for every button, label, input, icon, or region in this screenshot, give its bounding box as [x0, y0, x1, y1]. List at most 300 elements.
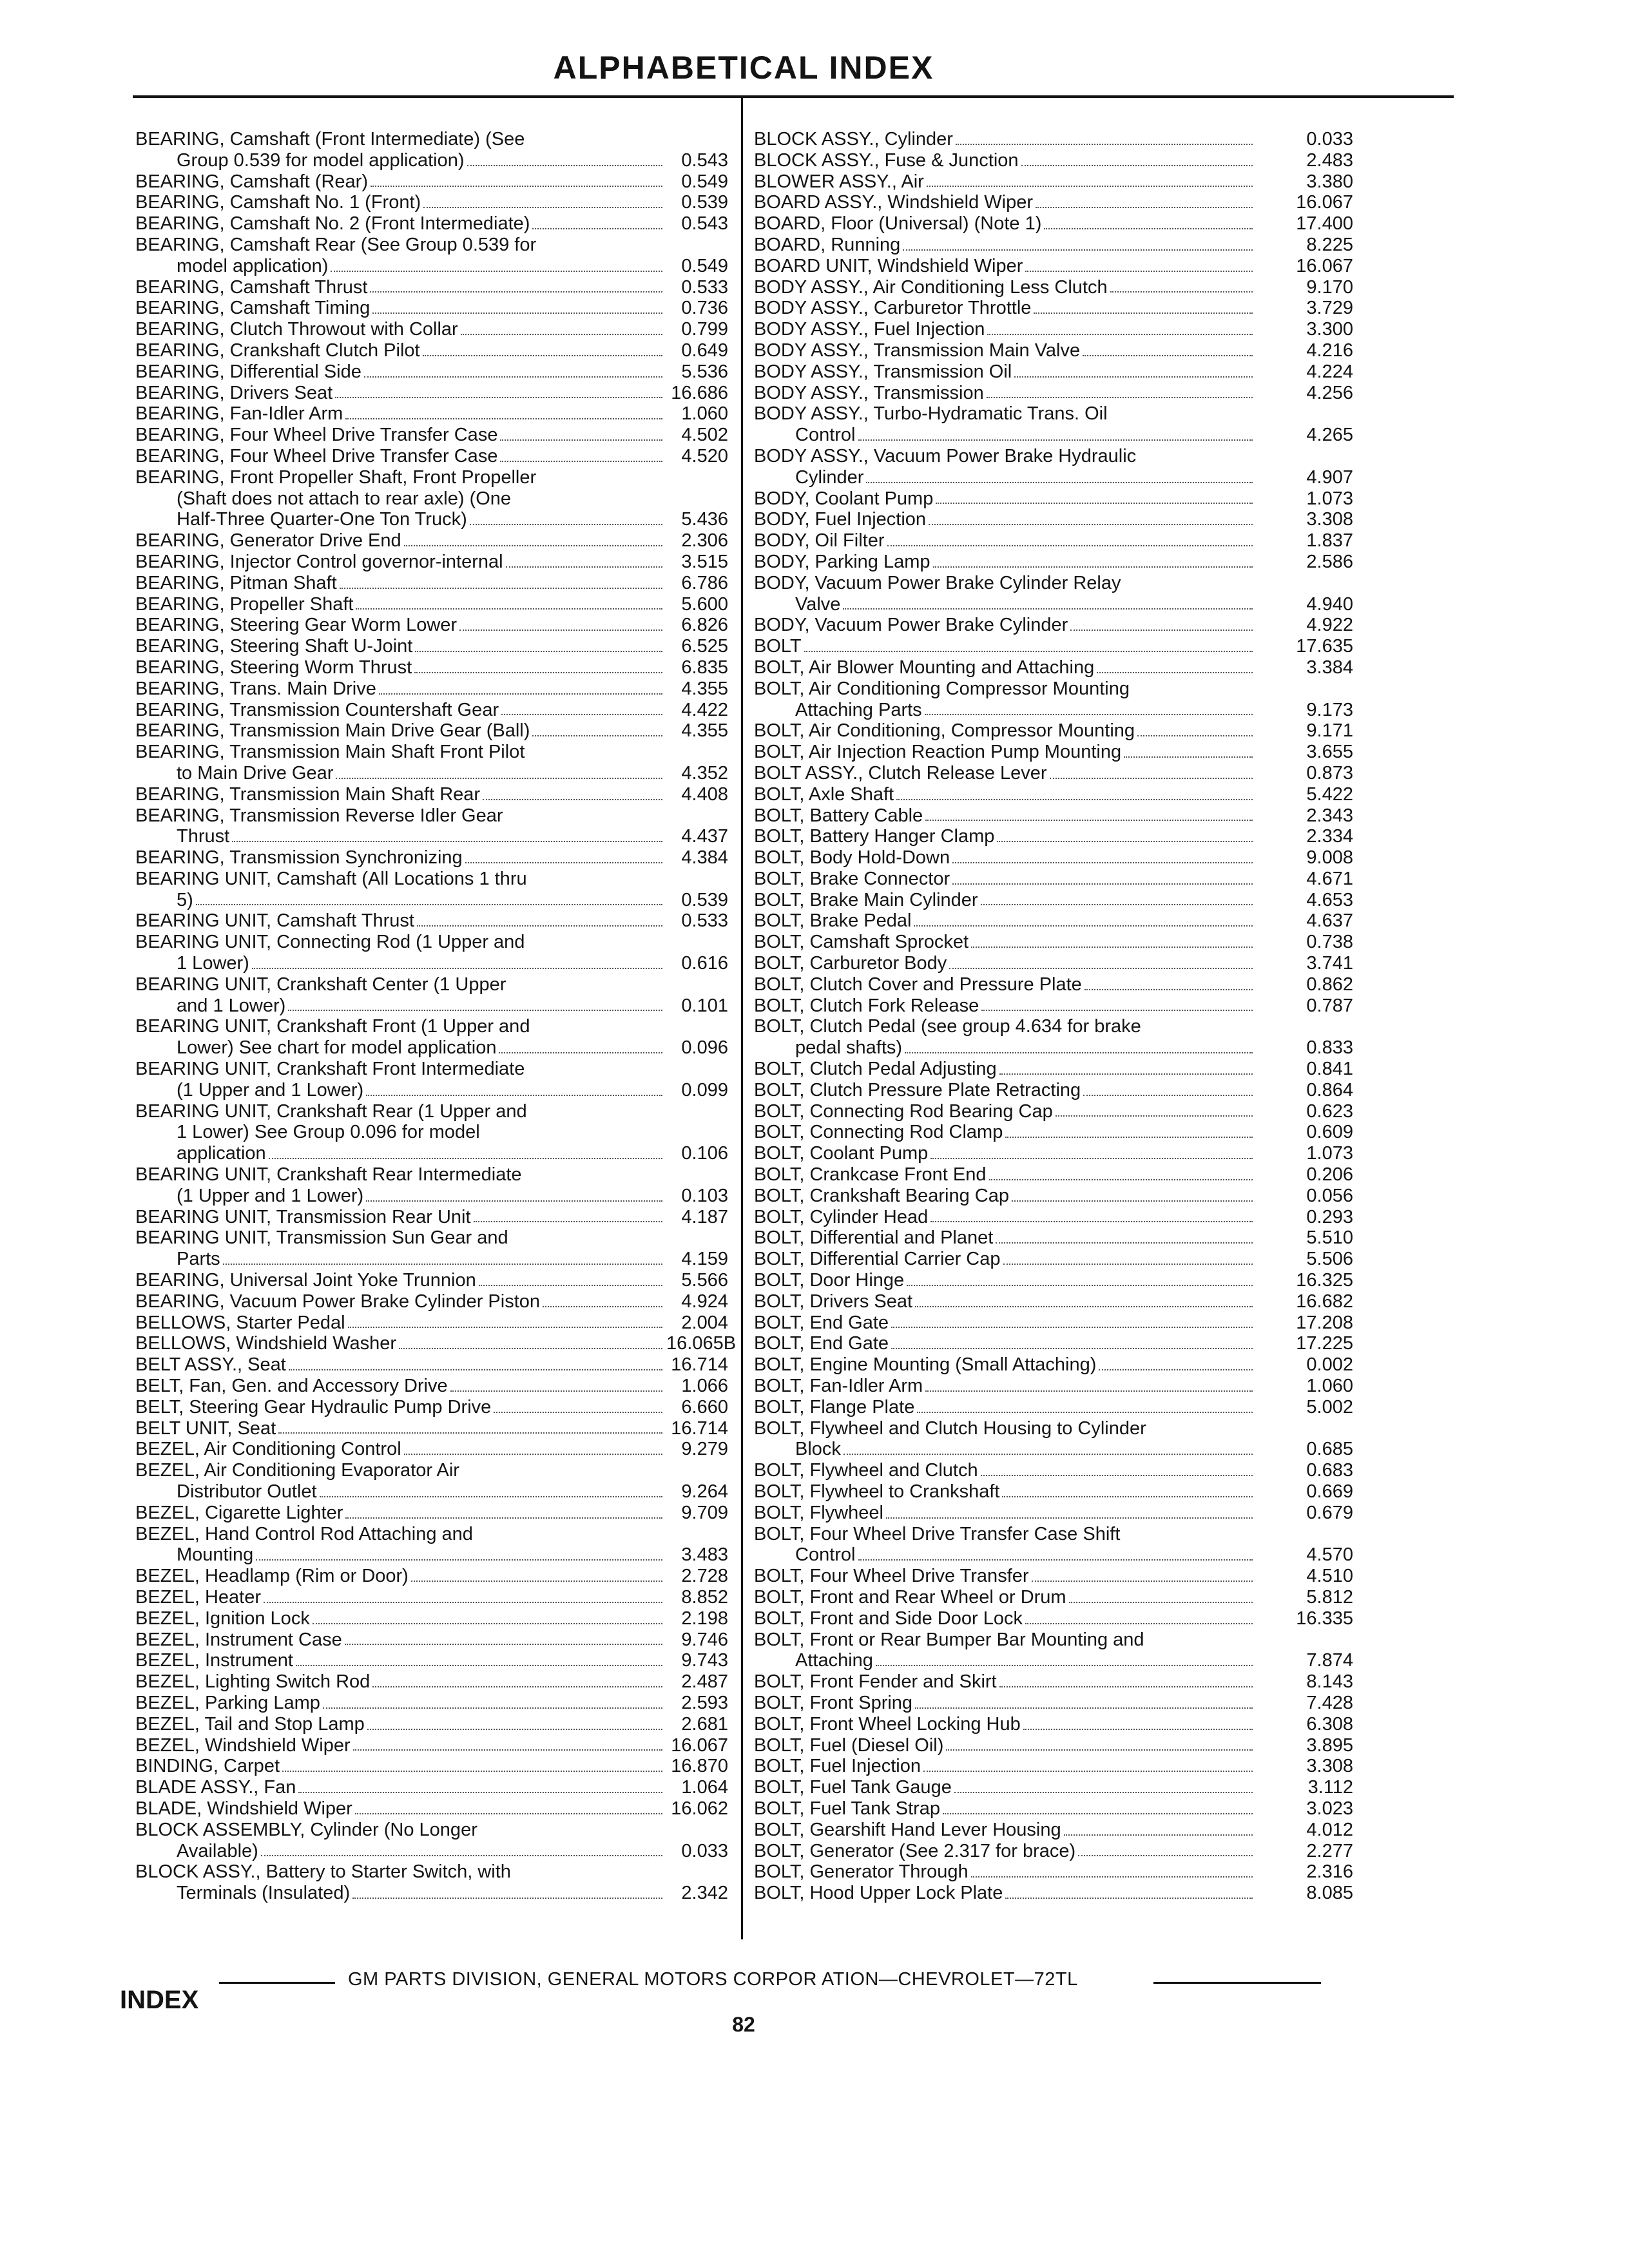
index-entry-page: 8.852 [681, 1586, 728, 1608]
index-entry-text: BOLT, Front Wheel Locking Hub [754, 1713, 1021, 1735]
dot-leader [925, 1390, 1253, 1392]
index-entry-line [135, 1566, 666, 1587]
index-entry-description [135, 657, 666, 678]
index-entry-text: BEARING UNIT, Transmission Rear Unit [135, 1206, 471, 1227]
index-entry-line [754, 1291, 1257, 1312]
index-entry-page: 5.002 [1306, 1396, 1353, 1418]
dot-leader [450, 1390, 662, 1392]
index-entry [135, 1460, 728, 1503]
index-entry-page: 0.101 [681, 995, 728, 1016]
index-entry-page: 6.835 [681, 657, 728, 678]
index-entry-page: 3.023 [1306, 1798, 1353, 1819]
index-entry-description [135, 1756, 666, 1777]
index-entry-text: BOLT, Air Conditioning, Compressor Mounting [754, 720, 1135, 742]
index-entry-line [754, 256, 1257, 277]
index-entry-page: 0.679 [1306, 1502, 1353, 1523]
index-entry-line [754, 890, 1257, 911]
index-entry [754, 150, 1353, 171]
index-entry [754, 1227, 1353, 1249]
index-entry-line [754, 700, 1257, 721]
index-entry-page: 9.170 [1306, 276, 1353, 298]
index-entry-description [135, 1333, 666, 1354]
index-entry-line [754, 805, 1257, 827]
dot-leader [298, 1792, 662, 1793]
dot-leader [914, 925, 1253, 927]
index-entry-description [135, 298, 666, 319]
index-entry-page: 9.743 [681, 1650, 728, 1671]
index-entry-description [754, 530, 1257, 552]
dot-leader [971, 947, 1253, 948]
index-entry-description [135, 213, 666, 235]
index-entry [754, 213, 1353, 235]
index-entry-description [135, 1608, 666, 1629]
dot-leader [925, 820, 1253, 821]
dot-leader [1084, 989, 1253, 990]
index-entry-line [754, 277, 1257, 298]
index-entry-description [135, 1629, 666, 1651]
index-entry [754, 1354, 1353, 1376]
index-entry-text: Distributor Outlet [177, 1481, 317, 1502]
index-entry-text: BEZEL, Cigarette Lighter [135, 1502, 343, 1523]
index-entry-page: 7.874 [1306, 1650, 1353, 1671]
footer-section-label: INDEX [120, 1986, 199, 2014]
index-entry-line [754, 1059, 1257, 1080]
index-entry-line [754, 361, 1257, 383]
index-entry [135, 1587, 728, 1608]
index-entry-page: 3.112 [1307, 1777, 1353, 1798]
dot-leader [355, 1813, 662, 1814]
index-entry-description [754, 1333, 1257, 1354]
index-entry [135, 700, 728, 721]
index-entry-text: BEARING, Vacuum Power Brake Cylinder Piston [135, 1291, 541, 1312]
index-entry [135, 1418, 728, 1439]
index-entry-text: BOLT, Camshaft Sprocket [754, 932, 969, 953]
index-entry [135, 192, 728, 213]
index-entry-page: 9.008 [1306, 847, 1353, 869]
index-entry-text: BEARING, Transmission Reverse Idler Gear [135, 805, 503, 826]
index-entry [135, 298, 728, 319]
index-entry-description [135, 594, 666, 615]
index-entry-page: 0.103 [681, 1185, 728, 1206]
index-entry-description [754, 763, 1257, 784]
index-entry-page: 0.533 [681, 276, 728, 298]
index-entry-text: BODY ASSY., Transmission [754, 382, 984, 403]
index-entry-description [135, 1798, 666, 1820]
index-entry [135, 1397, 728, 1418]
dot-leader [470, 524, 662, 525]
index-entry-page: 8.085 [1306, 1883, 1353, 1904]
index-entry [754, 742, 1353, 763]
index-entry [135, 1376, 728, 1397]
dot-leader [981, 1475, 1253, 1476]
index-entry-page: 16.714 [671, 1418, 728, 1439]
index-entry-description [754, 805, 1257, 827]
index-entry-text: BEARING, Transmission Synchronizing [135, 847, 463, 869]
index-entry-page: 4.924 [681, 1291, 728, 1312]
index-entry-text: Group 0.539 for model application) [177, 149, 465, 171]
index-entry-page: 1.060 [681, 403, 728, 425]
index-entry-text: BEARING, Camshaft No. 2 (Front Intermediate) [135, 213, 530, 235]
index-entry-line [754, 1270, 1257, 1291]
index-entry-description [135, 1671, 666, 1693]
index-entry-text: BOLT, Coolant Pump [754, 1143, 929, 1164]
index-entry-description [754, 1671, 1257, 1693]
index-entry-description [754, 1481, 1257, 1503]
dot-leader [1014, 376, 1253, 378]
dot-leader [1012, 1200, 1253, 1202]
index-entry-text: BOLT, Four Wheel Drive Transfer [754, 1566, 1029, 1587]
index-entry-page: 5.600 [681, 593, 728, 615]
index-entry-description [135, 573, 666, 594]
index-entry-line [135, 1460, 666, 1481]
index-entry-description [135, 784, 666, 805]
index-entry-line [135, 192, 666, 213]
index-entry [754, 1270, 1353, 1291]
index-entry-text: BODY ASSY., Vacuum Power Brake Hydraulic [754, 445, 1137, 466]
index-entry-line [754, 1820, 1257, 1841]
index-entry-page: 5.422 [1306, 783, 1353, 805]
index-entry-text: BOLT, Flange Plate [754, 1396, 915, 1418]
index-entry-description [754, 742, 1257, 763]
index-entry-page: 2.483 [1306, 149, 1353, 171]
index-entry-line [754, 530, 1257, 552]
index-entry-line [135, 446, 666, 467]
index-entry-page: 5.536 [681, 361, 728, 382]
index-entry-text: BOLT, Battery Cable [754, 805, 923, 826]
index-entry [754, 1735, 1353, 1756]
index-entry-description [135, 636, 666, 657]
index-entry-description [754, 1249, 1257, 1270]
dot-leader [372, 1686, 662, 1687]
index-entry-description [754, 403, 1257, 446]
index-entry-line [135, 1503, 666, 1524]
index-entry-description [135, 383, 666, 404]
index-entry [754, 1566, 1353, 1587]
index-entry-description [135, 869, 666, 911]
dot-leader [915, 1707, 1253, 1709]
index-entry-page: 2.306 [681, 530, 728, 552]
index-entry [135, 1820, 728, 1862]
index-entry-line [135, 403, 666, 425]
index-entry-line [135, 1841, 666, 1862]
index-entry [754, 1312, 1353, 1334]
index-entry-line [754, 995, 1257, 1017]
index-entry-text: BEARING, Universal Joint Yoke Trunnion [135, 1270, 476, 1291]
dot-leader [459, 629, 662, 631]
index-entry [754, 615, 1353, 636]
dot-leader [1070, 629, 1253, 631]
index-entry-description [754, 1207, 1257, 1228]
index-entry-page: 16.714 [671, 1354, 728, 1376]
index-entry-description [754, 1270, 1257, 1291]
dot-leader [1137, 735, 1253, 736]
index-entry-text: BODY ASSY., Air Conditioning Less Clutch [754, 276, 1108, 298]
index-entry-description [754, 1608, 1257, 1629]
index-entry-line [754, 1460, 1257, 1481]
index-entry-page: 16.325 [1296, 1270, 1353, 1291]
index-entry-line [754, 1566, 1257, 1587]
index-entry-line [754, 784, 1257, 805]
index-entry [135, 446, 728, 467]
index-entry-line [754, 1777, 1257, 1798]
index-entry-line [754, 509, 1257, 530]
index-entry-line [135, 213, 666, 235]
index-entry-line [135, 720, 666, 742]
index-entry-page: 4.352 [681, 762, 728, 783]
index-entry-description [135, 1016, 666, 1059]
index-entry-page: 0.864 [1306, 1079, 1353, 1100]
index-entry-text: BOLT, Body Hold-Down [754, 847, 950, 869]
index-entry-text: BLOCK ASSY., Battery to Starter Switch, with [135, 1861, 511, 1883]
index-entry-text: BOLT, Flywheel and Clutch Housing to Cylinder [754, 1418, 1146, 1439]
index-entry-line [135, 1101, 666, 1122]
index-entry-description [135, 1207, 666, 1228]
index-entry-text: Attaching Parts [795, 699, 922, 720]
index-entry [754, 1777, 1353, 1798]
index-entry-text: BOLT, End Gate [754, 1333, 889, 1354]
index-entry-page: 2.681 [681, 1713, 728, 1735]
index-entry-page: 1.060 [1306, 1376, 1353, 1397]
index-entry-text: (Shaft does not attach to rear axle) (One [177, 488, 512, 509]
index-entry-text: BOLT, Brake Connector [754, 868, 950, 889]
index-entry-line [135, 573, 666, 594]
index-entry [754, 1397, 1353, 1418]
index-entry-text: BOLT, Front or Rear Bumper Bar Mounting and [754, 1629, 1144, 1650]
index-entry [135, 594, 728, 615]
index-entry [754, 1186, 1353, 1207]
dot-leader [364, 376, 662, 378]
index-entry-text: BOLT, Battery Hanger Clamp [754, 826, 995, 847]
dot-leader [371, 186, 662, 187]
dot-leader [1083, 1095, 1253, 1096]
index-entry-page: 6.786 [681, 572, 728, 593]
index-entry-page: 0.738 [1306, 932, 1353, 953]
dot-leader [261, 1855, 662, 1856]
index-entry-description [754, 1820, 1257, 1841]
index-entry-line [135, 1587, 666, 1608]
index-entry-description [135, 1312, 666, 1334]
page-title: ALPHABETICAL INDEX [553, 50, 934, 86]
index-entry-line [135, 1376, 666, 1397]
index-entry-page: 2.593 [681, 1692, 728, 1713]
index-entry [754, 1016, 1353, 1059]
dot-leader [1032, 1581, 1253, 1582]
index-entry-description [135, 319, 666, 340]
index-entry [754, 1629, 1353, 1672]
dot-leader [997, 841, 1253, 842]
index-entry-text: BELT, Fan, Gen. and Accessory Drive [135, 1376, 448, 1397]
index-entry-text: BINDING, Carpet [135, 1756, 280, 1777]
dot-leader [499, 1052, 662, 1053]
index-entry [135, 361, 728, 383]
index-entry-description [754, 129, 1257, 150]
index-entry-description [754, 1861, 1257, 1883]
index-entry-page: 4.653 [1306, 889, 1353, 910]
index-entry-page: 4.384 [681, 847, 728, 869]
index-entry [135, 974, 728, 1017]
dot-leader [1083, 355, 1253, 356]
index-entry-text: to Main Drive Gear [177, 762, 334, 783]
index-entry-page: 0.539 [681, 192, 728, 213]
index-entry-text: BEZEL, Instrument Case [135, 1629, 342, 1650]
index-entry-text: BELT UNIT, Seat [135, 1418, 276, 1439]
index-entry-text: BODY ASSY., Carburetor Throttle [754, 298, 1032, 319]
dot-leader [1069, 1602, 1253, 1603]
index-entry-page: 5.506 [1306, 1249, 1353, 1270]
index-entry-description [135, 700, 666, 721]
dot-leader [1044, 228, 1253, 229]
index-entry-line [135, 805, 666, 827]
index-entry-page: 2.198 [681, 1608, 728, 1629]
index-entry-text: BOLT, Air Blower Mounting and Attaching [754, 657, 1095, 678]
dot-leader [352, 1898, 662, 1899]
index-entry-page: 6.826 [681, 615, 728, 636]
index-entry-description [135, 1270, 666, 1291]
index-entry-description [135, 1503, 666, 1524]
index-entry-page: 2.004 [681, 1312, 728, 1333]
index-entry-description [754, 1227, 1257, 1249]
dot-leader [423, 355, 662, 356]
dot-leader [345, 418, 662, 419]
dot-leader [289, 1369, 662, 1370]
index-entry-description [754, 256, 1257, 277]
index-entry-page: 1.066 [681, 1376, 728, 1397]
index-entry-page: 5.812 [1306, 1586, 1353, 1608]
index-entry [754, 932, 1353, 953]
index-entry [754, 488, 1353, 510]
index-entry-text: BEARING UNIT, Connecting Rod (1 Upper and [135, 932, 525, 953]
index-entry-description [135, 552, 666, 573]
index-entry-text: BLADE ASSY., Fan [135, 1777, 296, 1798]
index-entry-description [754, 213, 1257, 235]
index-entry-line [135, 1037, 666, 1059]
index-entry-line [135, 847, 666, 869]
index-entry-line [135, 319, 666, 340]
index-entry-text: 1 Lower) See Group 0.096 for model [177, 1122, 480, 1143]
index-entry [754, 1587, 1353, 1608]
index-entry-page: 16.062 [671, 1798, 728, 1819]
index-entry-text: Block [795, 1439, 841, 1460]
index-entry-page: 3.300 [1306, 319, 1353, 340]
index-entry-line [135, 910, 666, 932]
index-entry-text: BOLT, Fuel Injection [754, 1756, 921, 1777]
index-entry-line [135, 383, 666, 404]
index-entry-page: 0.033 [1306, 129, 1353, 149]
index-entry [754, 340, 1353, 361]
index-entry-line [135, 1080, 666, 1101]
index-entry-page: 16.067 [1296, 255, 1353, 276]
index-entry-line [754, 1101, 1257, 1122]
index-entry [754, 1291, 1353, 1312]
index-entry-text: BOLT, Flywheel [754, 1502, 883, 1523]
index-entry [754, 129, 1353, 150]
page-number: 82 [732, 2013, 755, 2036]
index-entry-text: BOLT, Gearshift Hand Lever Housing [754, 1819, 1061, 1840]
index-entry-line [754, 1397, 1257, 1418]
index-entry-text: BODY ASSY., Transmission Oil [754, 361, 1012, 382]
index-entry [135, 1608, 728, 1629]
index-entry [754, 361, 1353, 383]
index-entry-text: BLOCK ASSY., Fuse & Junction [754, 149, 1019, 171]
index-entry-description [135, 1587, 666, 1608]
index-entry [754, 953, 1353, 974]
index-entry [754, 1671, 1353, 1693]
dot-leader [465, 862, 662, 863]
index-entry-text: BOLT, Air Conditioning Compressor Mounting [754, 678, 1130, 699]
index-entry-text: BOLT [754, 636, 802, 657]
dot-leader [500, 461, 662, 462]
index-entry-text: BEARING UNIT, Crankshaft Front Intermediate [135, 1059, 525, 1080]
index-entry-line [754, 192, 1257, 213]
index-entry-page: 5.510 [1306, 1227, 1353, 1249]
dot-leader [532, 228, 662, 229]
index-entry-line [754, 129, 1257, 150]
index-entry [754, 1608, 1353, 1629]
dot-leader [366, 1095, 662, 1096]
index-entry-page: 4.159 [681, 1249, 728, 1270]
index-entry [135, 1101, 728, 1164]
index-entry [754, 974, 1353, 995]
index-entry-text: BEARING, Steering Shaft U-Joint [135, 636, 413, 657]
index-entry-line [135, 277, 666, 298]
index-entry-description [754, 171, 1257, 193]
index-entry-line [754, 1016, 1257, 1037]
index-entry-line [754, 1333, 1257, 1354]
index-entry-line [135, 890, 666, 911]
index-entry [754, 1714, 1353, 1735]
index-entry-text: BEARING UNIT, Crankshaft Rear (1 Upper and [135, 1100, 527, 1122]
index-entry-description [754, 1354, 1257, 1376]
index-entry-page: 0.833 [1306, 1037, 1353, 1059]
dot-leader [467, 165, 662, 166]
index-entry-page: 2.343 [1306, 805, 1353, 826]
index-entry-description [135, 1397, 666, 1418]
index-entry [135, 657, 728, 678]
index-entry-description [754, 1693, 1257, 1714]
index-entry-page: 3.741 [1306, 953, 1353, 974]
index-entry-page: 0.543 [681, 149, 728, 171]
index-entry-page: 0.549 [681, 255, 728, 276]
index-entry-line [754, 403, 1257, 425]
index-entry-description [135, 1566, 666, 1587]
index-entry-page: 16.682 [1296, 1291, 1353, 1312]
index-entry-page: 1.073 [1306, 1143, 1353, 1164]
index-entry-line [135, 826, 666, 847]
index-entry-line [754, 1418, 1257, 1439]
index-entry-description [135, 1693, 666, 1714]
dot-leader [232, 841, 662, 842]
index-entry-line [135, 1418, 666, 1439]
index-entry-text: Control [795, 425, 856, 446]
index-entry [754, 826, 1353, 847]
index-entry-page: 0.736 [681, 298, 728, 319]
index-entry-page: 17.400 [1296, 213, 1353, 235]
index-entry-text: BELLOWS, Windshield Washer [135, 1333, 397, 1354]
index-entry-description [135, 467, 666, 530]
dot-leader [804, 651, 1253, 652]
index-entry-text: BOLT, Crankshaft Bearing Cap [754, 1185, 1009, 1206]
index-entry-text: BOLT, Front Fender and Skirt [754, 1671, 997, 1693]
index-entry-description [135, 1418, 666, 1439]
index-entry [135, 1016, 728, 1059]
index-entry-line [754, 1164, 1257, 1186]
dot-leader [1055, 1115, 1253, 1117]
index-entry [135, 213, 728, 235]
dot-leader [1002, 1496, 1253, 1497]
index-entry [135, 319, 728, 340]
index-entry-page: 16.067 [1296, 192, 1353, 213]
index-entry [754, 1333, 1353, 1354]
